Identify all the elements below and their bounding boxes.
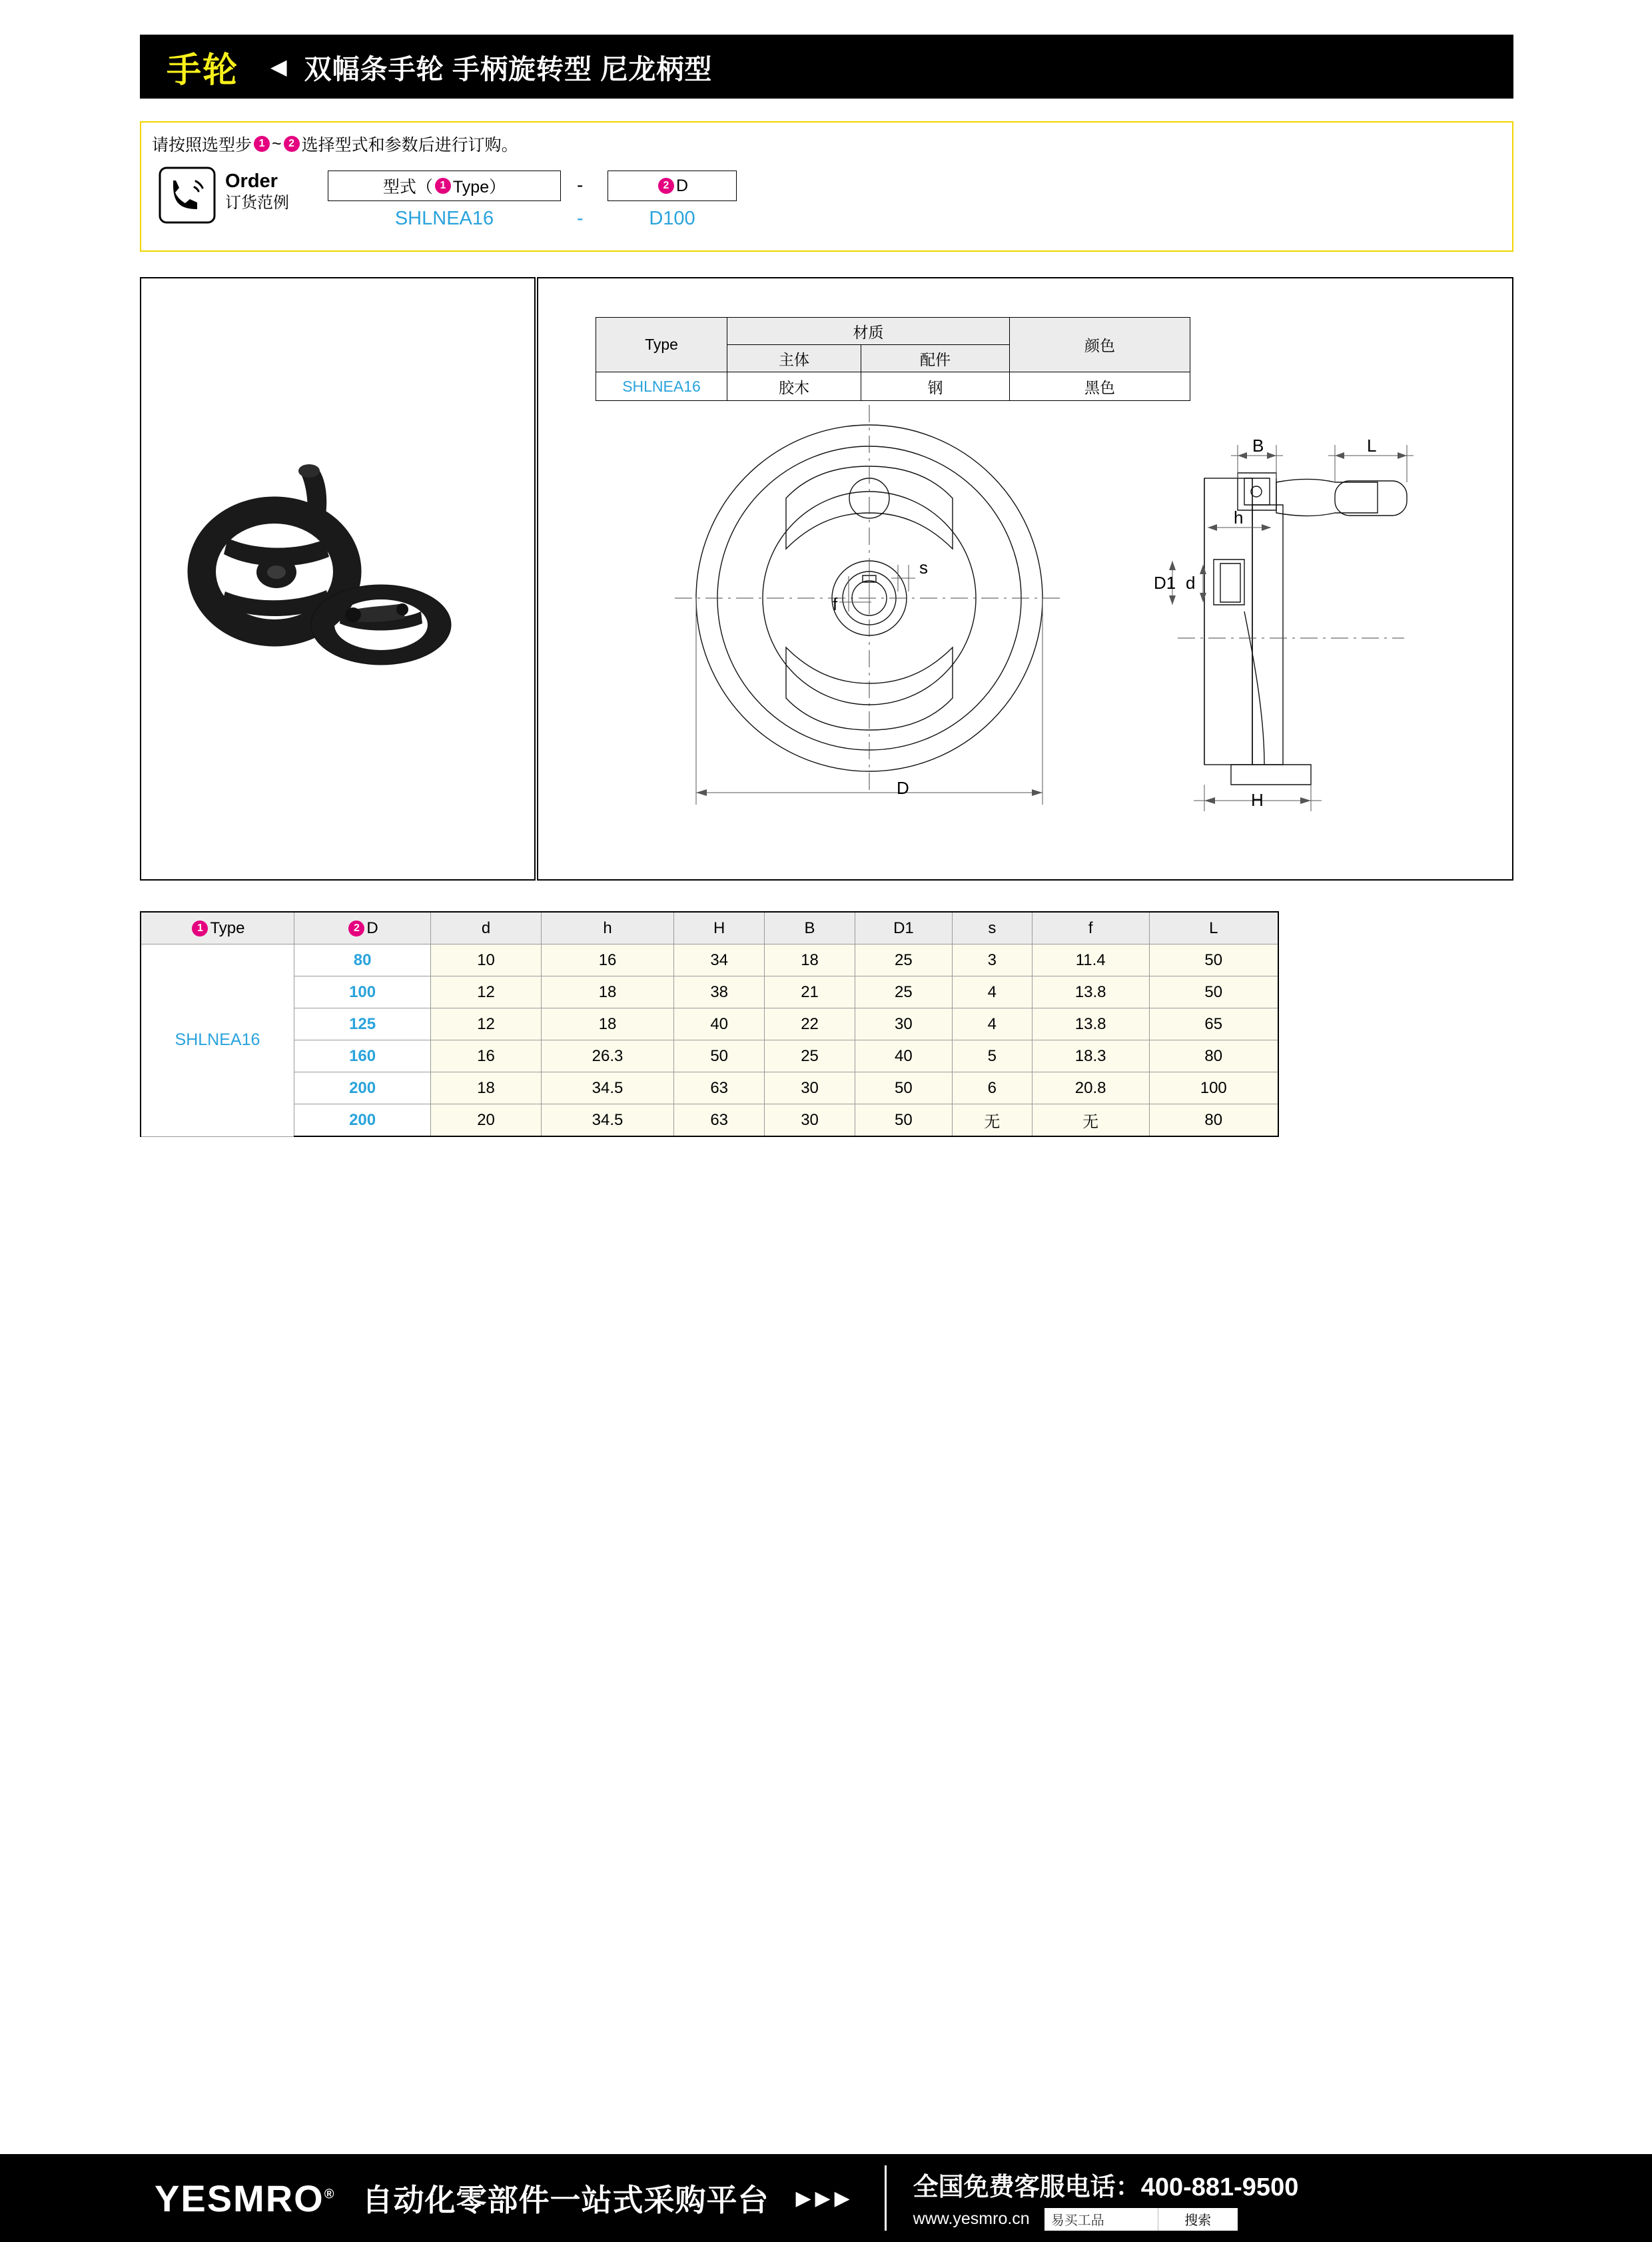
spec-cell-d: 12	[431, 976, 542, 1008]
spec-cell-B: 30	[765, 1072, 855, 1104]
spec-cell-B: 25	[765, 1040, 855, 1072]
order-label-en: Order	[225, 171, 278, 192]
d-field-badge: 2	[658, 178, 674, 194]
spec-cell-f: 13.8	[1032, 1008, 1149, 1040]
technical-drawing-panel	[537, 277, 1513, 881]
spec-cell-h: 26.3	[541, 1040, 673, 1072]
spec-cell-f: 18.3	[1032, 1040, 1149, 1072]
product-photo	[141, 278, 534, 879]
spec-cell-D1: 30	[855, 1008, 953, 1040]
dim-label-D1: D1	[1154, 573, 1176, 593]
dim-label-L: L	[1367, 436, 1377, 456]
order-example-box	[140, 121, 1513, 252]
footer-search[interactable]	[1044, 2208, 1238, 2231]
page-footer	[0, 2154, 1652, 2242]
spec-cell-D1: 25	[855, 944, 953, 976]
material-header-part: 配件	[861, 345, 1010, 372]
spec-cell-L: 100	[1149, 1072, 1278, 1104]
dim-label-s: s	[919, 558, 928, 577]
spec-cell-D1: 50	[855, 1072, 953, 1104]
material-header-color: 颜色	[1010, 318, 1190, 372]
spec-cell-s: 4	[952, 976, 1032, 1008]
spec-cell-s: 4	[952, 1008, 1032, 1040]
page-title: 手轮	[167, 51, 239, 90]
footer-web-row	[913, 2208, 1299, 2231]
spec-cell-L: 65	[1149, 1008, 1278, 1040]
dim-label-f: f	[833, 594, 838, 614]
spec-cell-H: 40	[674, 1008, 765, 1040]
spec-header-row	[141, 912, 1278, 944]
registered-mark: ®	[324, 2186, 336, 2201]
page-subtitle: 双幅条手轮 手柄旋转型 尼龙柄型	[304, 53, 713, 85]
spec-cell-D: 200	[294, 1104, 430, 1137]
spec-cell-h: 16	[541, 944, 673, 976]
material-cell-type: SHLNEA16	[596, 372, 727, 401]
order-instruction-post: 选择型式和参数后进行订购。	[301, 136, 518, 155]
order-label-cn: 订货范例	[225, 194, 289, 212]
spec-header-B: B	[765, 912, 855, 944]
spec-header-L: L	[1149, 912, 1278, 944]
spec-header-D1: D1	[855, 912, 953, 944]
search-button[interactable]	[1158, 2208, 1238, 2231]
footer-phone-label: 全国免费客服电话：	[913, 2173, 1141, 2201]
spec-cell-f: 20.8	[1032, 1072, 1149, 1104]
spec-cell-d: 10	[431, 944, 542, 976]
dim-label-D: D	[897, 778, 909, 798]
spec-cell-d: 20	[431, 1104, 542, 1137]
dim-label-h: h	[1234, 508, 1244, 528]
spec-cell-h: 18	[541, 976, 673, 1008]
spec-cell-f: 11.4	[1032, 944, 1149, 976]
dim-label-d: d	[1186, 573, 1196, 593]
spec-cell-H: 34	[674, 944, 765, 976]
spec-cell-D: 100	[294, 976, 430, 1008]
spec-table-body	[141, 944, 1278, 1137]
spec-header-s: s	[952, 912, 1032, 944]
spec-cell-D: 160	[294, 1040, 430, 1072]
search-input[interactable]: 易买工品	[1044, 2208, 1158, 2231]
spec-cell-L: 50	[1149, 976, 1278, 1008]
order-instruction-mid: ~	[272, 134, 282, 153]
spec-cell-h: 34.5	[541, 1072, 673, 1104]
d-field-label: D	[675, 176, 689, 195]
table-row	[141, 976, 1278, 1008]
spec-cell-f: 13.8	[1032, 976, 1149, 1008]
table-row	[141, 1040, 1278, 1072]
spec-cell-H: 63	[674, 1072, 765, 1104]
search-button-label: 搜索	[1184, 2213, 1212, 2228]
spec-header-type-badge: 1	[192, 921, 208, 936]
type-field[interactable]	[328, 171, 561, 201]
spec-cell-H: 63	[674, 1104, 765, 1137]
spec-header-h: h	[541, 912, 673, 944]
table-row	[141, 1008, 1278, 1040]
spec-cell-type: SHLNEA16	[141, 944, 294, 1137]
company-logo	[155, 2177, 335, 2220]
spec-cell-B: 22	[765, 1008, 855, 1040]
material-cell-part: 钢	[861, 372, 1010, 401]
order-label	[225, 169, 289, 213]
table-row	[141, 1072, 1278, 1104]
spec-cell-D: 80	[294, 944, 430, 976]
spec-header-H: H	[674, 912, 765, 944]
spec-cell-s: 3	[952, 944, 1032, 976]
spec-header-d-badge: 2	[348, 921, 364, 936]
material-header-material: 材质	[727, 318, 1010, 345]
footer-phone-number: 400-881-9500	[1140, 2173, 1299, 2201]
spec-cell-d: 16	[431, 1040, 542, 1072]
order-instruction	[152, 132, 518, 156]
spec-header-d: d	[431, 912, 542, 944]
footer-contact	[913, 2166, 1299, 2231]
spec-cell-f: 无	[1032, 1104, 1149, 1137]
material-header-main: 主体	[727, 345, 861, 372]
order-dash: -	[577, 175, 584, 195]
spec-cell-H: 50	[674, 1040, 765, 1072]
spec-cell-B: 30	[765, 1104, 855, 1137]
cad-drawing	[538, 278, 1512, 879]
spec-cell-H: 38	[674, 976, 765, 1008]
spec-cell-D: 125	[294, 1008, 430, 1040]
spec-header-d-outer	[294, 912, 430, 944]
spec-cell-s: 5	[952, 1040, 1032, 1072]
footer-phone	[913, 2166, 1299, 2203]
spec-cell-L: 80	[1149, 1040, 1278, 1072]
left-arrow-icon: ◀	[270, 55, 287, 79]
spec-header-type	[141, 912, 294, 944]
spec-header-type-label: Type	[210, 919, 245, 937]
material-cell-color: 黑色	[1010, 372, 1190, 401]
spec-cell-h: 18	[541, 1008, 673, 1040]
order-instruction-pre: 请按照选型步	[152, 136, 252, 155]
material-header-type: Type	[596, 318, 727, 372]
table-row	[141, 1104, 1278, 1137]
step-2-badge: 2	[284, 136, 300, 152]
spec-cell-s: 无	[952, 1104, 1032, 1137]
spec-cell-d: 12	[431, 1008, 542, 1040]
spec-cell-s: 6	[952, 1072, 1032, 1104]
spec-cell-L: 80	[1149, 1104, 1278, 1137]
triple-arrow-icon: ▶▶▶	[795, 2187, 854, 2209]
spec-cell-d: 18	[431, 1072, 542, 1104]
step-1-badge: 1	[254, 136, 270, 152]
type-field-label-tail: Type）	[452, 178, 506, 196]
example-d-value: D100	[649, 208, 695, 229]
dim-label-B: B	[1252, 436, 1264, 456]
spec-cell-L: 50	[1149, 944, 1278, 976]
type-field-badge: 1	[435, 178, 451, 194]
footer-website[interactable]: www.yesmro.cn	[913, 2209, 1030, 2228]
spec-header-f: f	[1032, 912, 1149, 944]
spec-cell-B: 21	[765, 976, 855, 1008]
phone-order-icon	[156, 164, 218, 226]
spec-cell-B: 18	[765, 944, 855, 976]
spec-cell-D1: 50	[855, 1104, 953, 1137]
spec-header-d-label: D	[366, 919, 378, 937]
specification-table	[140, 911, 1279, 1137]
spec-cell-D1: 25	[855, 976, 953, 1008]
example-dash: -	[577, 208, 584, 229]
material-cell-main: 胶木	[727, 372, 861, 401]
example-type-value: SHLNEA16	[394, 208, 494, 229]
table-row	[141, 944, 1278, 976]
spec-cell-h: 34.5	[541, 1104, 673, 1137]
spec-cell-D: 200	[294, 1072, 430, 1104]
page-header	[140, 35, 1513, 99]
product-photo-panel	[140, 277, 536, 881]
company-logo-text: YESMRO	[155, 2177, 324, 2219]
type-field-label-head: 型式（	[382, 178, 433, 196]
spec-cell-D1: 40	[855, 1040, 953, 1072]
footer-slogan: 自动化零部件一站式采购平台	[362, 2183, 769, 2217]
d-field[interactable]	[608, 171, 737, 201]
dim-label-H: H	[1251, 790, 1264, 810]
footer-divider	[885, 2165, 887, 2231]
